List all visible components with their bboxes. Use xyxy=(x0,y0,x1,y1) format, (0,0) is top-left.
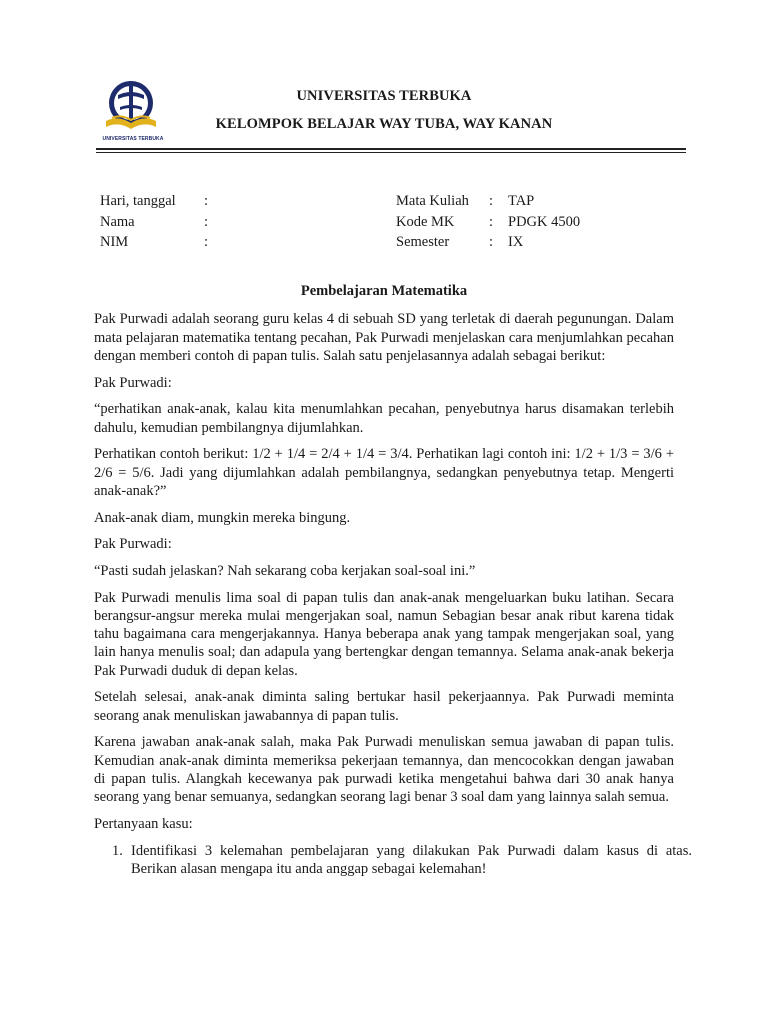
document-title: Pembelajaran Matematika xyxy=(300,283,468,299)
info-colon: : xyxy=(489,193,494,209)
info-value: IX xyxy=(508,234,524,250)
paragraph: Pak Purwadi adalah seorang guru kelas 4 di sebuah SD yang terletak di daerah pegunungan. Dalam mata pelajaran matematika tentang pecahan, Pak Purwadi menjelaskan cara menjumlahkan pecahan dengan memberi contoh di papan tulis. Salah satu penjelasannya adalah sebagai berikut: xyxy=(94,311,674,364)
info-label: NIM xyxy=(100,234,129,250)
info-colon: : xyxy=(489,234,494,250)
logo-caption: UNIVERSITAS TERBUKA xyxy=(102,136,164,142)
university-name: UNIVERSITAS TERBUKA xyxy=(296,88,472,104)
info-label: Kode MK xyxy=(396,213,455,230)
university-logo xyxy=(98,77,168,147)
info-label: Semester xyxy=(396,234,450,250)
info-colon: : xyxy=(204,234,209,250)
question-list xyxy=(94,842,692,879)
paragraph: Anak-anak diam, mungkin mereka bingung. xyxy=(94,509,351,526)
document-body xyxy=(94,282,692,878)
info-value: PDGK 4500 xyxy=(508,213,581,230)
paragraph: “perhatikan anak-anak, kalau kita menumlahkan pecahan, penyebutnya harus disamakan terlebih dahulu, kemudian pembilangnya dijumlahkan. xyxy=(94,401,674,436)
paragraph: Karena jawaban anak-anak salah, maka Pak Purwadi menuliskan semua jawaban di papan tulis. Kemudian anak-anak diminta memeriksa pekerjaan temannya, dan mencocokkan dengan jawaban di papan tulis. Alangkah kecewanya pak purwadi ketika mengetahui bahwa dari 30 anak hanya seorang yang benar semuanya, sedangkan seorang lagi benar 3 soal dam yang lainnya salah semua. xyxy=(94,734,674,806)
paragraph: Pak Purwadi: xyxy=(94,374,172,391)
info-colon: : xyxy=(204,193,209,209)
paragraph: Pertanyaan kasu: xyxy=(94,816,193,833)
info-colon: : xyxy=(489,213,494,230)
paragraph: “Pasti sudah jelaskan? Nah sekarang coba kerjakan soal-soal ini.” xyxy=(94,562,476,579)
paragraph: Perhatikan contoh berikut: 1/2 + 1/4 = 2/4 + 1/4 = 3/4. Perhatikan lagi contoh ini: 1/2 + 1/3 = 3/6 + 2/6 = 5/6. Jadi yang dijumlahkan adalah pembilangnya, sedangkan penyebutnya tetap. Mengerti anak-anak?” xyxy=(94,446,674,499)
study-group-name: KELOMPOK BELAJAR WAY TUBA, WAY KANAN xyxy=(215,116,553,132)
paragraph: Setelah selesai, anak-anak diminta saling bertukar hasil pekerjaannya. Pak Purwadi meminta seorang anak menuliskan jawabannya di papan tulis. xyxy=(94,689,674,724)
info-colon: : xyxy=(204,213,209,230)
question-number: 1. xyxy=(112,842,123,859)
info-label: Hari, tanggal xyxy=(100,193,176,209)
info-label: Nama xyxy=(100,213,135,230)
paragraph: Pak Purwadi: xyxy=(94,536,172,553)
header-divider-thin xyxy=(96,152,686,153)
info-label: Mata Kuliah xyxy=(396,193,469,209)
paragraph: Pak Purwadi menulis lima soal di papan tulis dan anak-anak mengeluarkan buku latihan. Secara berangsur-angsur mereka mulai mengerjakan soal, namun Sebagian besar anak ribut karena tidak tahu bagaimana cara mengerjakannya. Hanya beberapa anak yang tampak mengerjakan soal, yang lain hanya menulis soal; dan adapula yang bertengkar dengan temannya. Selama anak-anak bekerja Pak Purwadi duduk di depan kelas. xyxy=(94,589,674,679)
info-value: TAP xyxy=(508,193,535,209)
list-item xyxy=(112,842,692,879)
header-divider-thick xyxy=(96,148,686,150)
question-text: Identifikasi 3 kelemahan pembelajaran yang dilakukan Pak Purwadi dalam kasus di atas. Berikan alasan mengapa itu anda anggap sebagai kelemahan! xyxy=(131,842,692,878)
